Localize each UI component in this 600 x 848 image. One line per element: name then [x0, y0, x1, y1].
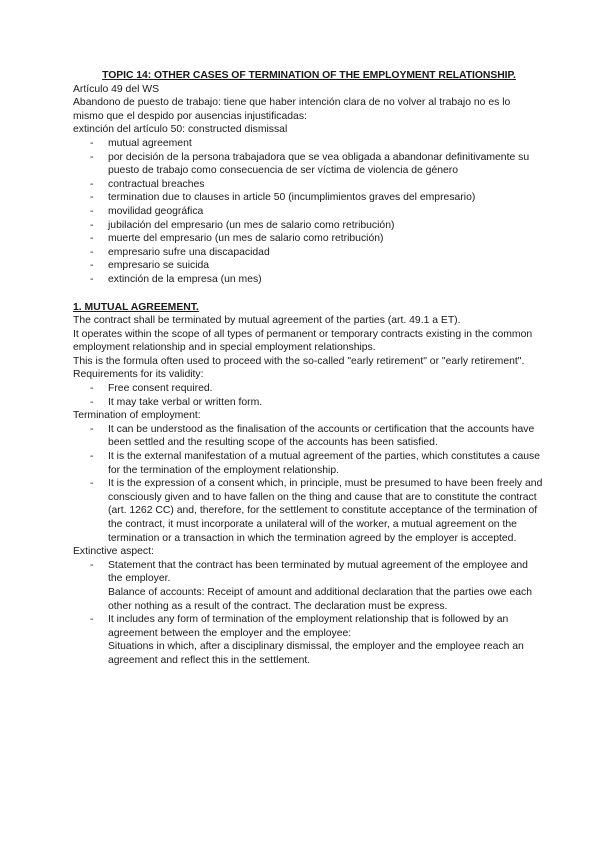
- section-paragraph: It operates within the scope of all types of permanent or temporary contracts existing in the common employment relationship and in special employment relationships.: [73, 328, 533, 354]
- page-title: TOPIC 14: OTHER CASES OF TERMINATION OF THE EMPLOYMENT RELATIONSHIP.: [102, 70, 516, 81]
- article-reference: Artículo 49 del WS: [73, 83, 160, 95]
- list-item: - It is the external manifestation of a mutual agreement of the parties, which constitutes a cause for the termination of the employment relationship.: [73, 450, 543, 477]
- validity-label: Requirements for its validity:: [73, 369, 204, 381]
- list-item: - It is the expression of a consent which, in principle, must be presumed to have been freely and consciously given and to have fallen on the thing and cause that are to constitute the contract (art. 1262 CC) and, therefore, for the settlement to constitute acceptance of the termination of the contract, it must incorporate a unilateral will of the worker, a mutual agreement on the termination or a transaction in which the termination agreed by the employer is accepted.: [73, 477, 543, 545]
- list-item: - It may take verbal or written form.: [73, 396, 543, 410]
- document-content: [73, 69, 543, 668]
- section-heading: 1. MUTUAL AGREEMENT.: [73, 301, 199, 313]
- list-item-subtext: Situations in which, after a disciplinary dismissal, the employer and the employee reach an agreement and reflect this in the settlement.: [108, 641, 524, 666]
- extinctive-list: [73, 559, 543, 668]
- list-item: - extinción de la empresa (un mes): [73, 273, 543, 287]
- list-item: - por decisión de la persona trabajadora que se vea obligada a abandonar definitivamente su puesto de trabajo como consecuencia de ser víctima de violencia de género: [73, 151, 543, 178]
- section-paragraph: This is the formula often used to proceed with the so-called "early retirement" or "early retirement".: [73, 355, 525, 367]
- list-item-subtext: Balance of accounts: Receipt of amount and additional declaration that the parties owe each other nothing as a result of the contract. The declaration must be express.: [108, 586, 532, 612]
- section-paragraph: The contract shall be terminated by mutual agreement of the parties (art. 49.1 a ET).: [73, 315, 461, 327]
- list-item: - termination due to clauses in article 50 (incumplimientos graves del empresario): [73, 191, 543, 205]
- list-item: - jubilación del empresario (un mes de salario como retribución): [73, 219, 543, 233]
- list-item: - empresario sufre una discapacidad: [73, 246, 543, 260]
- termination-list: [73, 423, 543, 545]
- list-item-text: - Statement that the contract has been terminated by mutual agreement of the employee and the employer.: [108, 559, 528, 585]
- extinctive-label: Extinctive aspect:: [73, 546, 154, 558]
- list-item: - contractual breaches: [73, 178, 543, 192]
- list-item: [73, 613, 543, 667]
- list-item: - muerte del empresario (un mes de salario como retribución): [73, 232, 543, 246]
- list-item-text: - It includes any form of termination of the employment relationship that is followed by an agreement between the employer and the employee:: [108, 614, 509, 639]
- list-item: - movilidad geográfica: [73, 205, 543, 219]
- termination-label: Termination of employment:: [73, 410, 201, 422]
- abandono-paragraph: Abandono de puesto de trabajo: tiene que haber intención clara de no volver al trabajo no es lo mismo que el despido por ausencias injustificadas:: [73, 97, 511, 122]
- list-item: - mutual agreement: [73, 137, 543, 151]
- extincion-line: extinción del artículo 50: constructed dismissal: [73, 124, 288, 136]
- list-item: - Free consent required.: [73, 382, 543, 396]
- causes-list: [73, 137, 543, 287]
- list-item: - It can be understood as the finalisation of the accounts or certification that the accounts have been settled and the resulting scope of the accounts has been satisfied.: [73, 423, 543, 450]
- validity-list: [73, 382, 543, 409]
- list-item: [73, 559, 543, 613]
- list-item: - empresario se suicida: [73, 259, 543, 273]
